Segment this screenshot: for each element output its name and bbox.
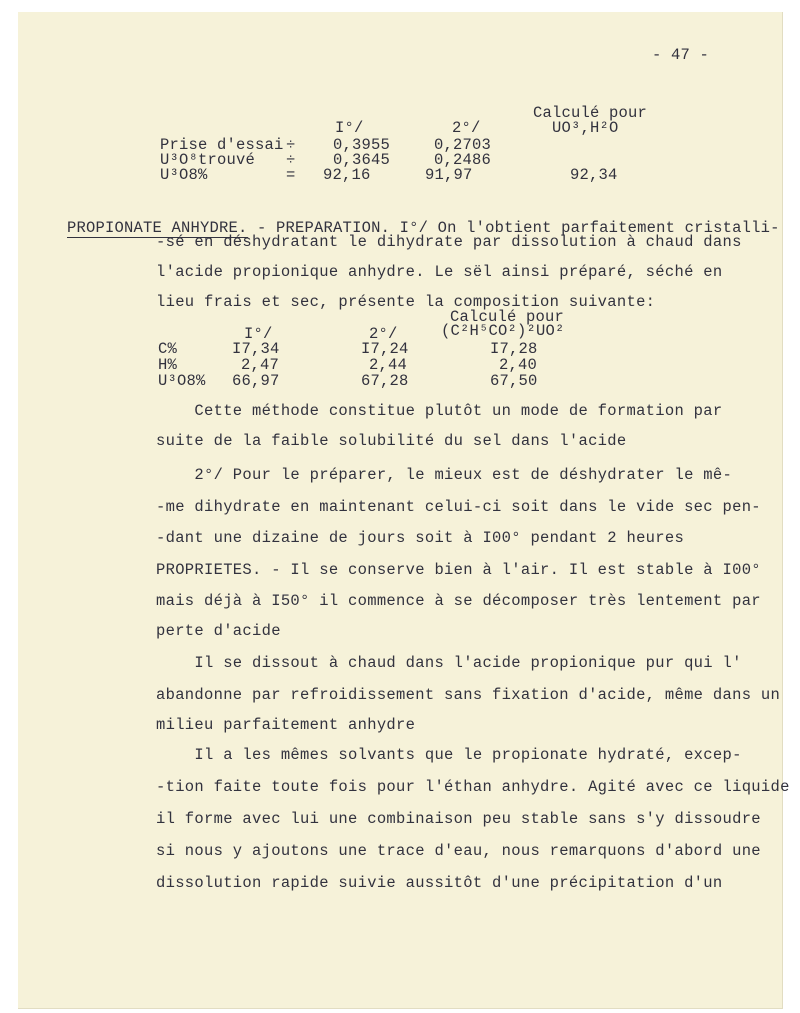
body-line: mais déjà à I50° il commence à se décomposer très lentement par bbox=[156, 592, 761, 610]
table2-calc-header-2: (C²H⁵CO²)²UO² bbox=[441, 322, 565, 340]
table1-row-v2: 0,2486 bbox=[434, 151, 492, 169]
table1-row-label: U³O8% bbox=[160, 166, 208, 184]
table2-col2-header: 2°/ bbox=[369, 325, 398, 343]
table2-row-label: C% bbox=[158, 340, 178, 358]
body-line: suite de la faible solubilité du sel dans l'acide bbox=[156, 432, 627, 450]
table1-row-v2: 0,2703 bbox=[434, 136, 492, 154]
table1-row-label: U³O⁸trouvé bbox=[160, 151, 256, 169]
table1-calc-header-2: UO³,H²O bbox=[552, 119, 619, 137]
body-line: -dant une dizaine de jours soit à I00° pendant 2 heures bbox=[156, 529, 685, 547]
table2-row-v1: 2,47 bbox=[241, 356, 280, 374]
body-line: -me dihydrate en maintenant celui-ci soit dans le vide sec pen- bbox=[156, 498, 761, 516]
body-line: Cette méthode constitue plutôt un mode de formation par bbox=[156, 402, 723, 420]
table2-row-v1: 66,97 bbox=[232, 372, 280, 390]
body-line: -tion faite toute fois pour l'éthan anhydre. Agité avec ce liquide bbox=[156, 778, 790, 796]
body-line: 2°/ Pour le préparer, le mieux est de déshydrater le mê- bbox=[156, 466, 733, 484]
table1-row-op: ÷ bbox=[286, 151, 296, 169]
para1-line: -sé en déshydratant le dihydrate par dissolution à chaud dans bbox=[156, 233, 742, 251]
page-number: - 47 - bbox=[652, 46, 710, 64]
para1-first-line: - PREPARATION. I°/ On l'obtient parfaitement cristalli- bbox=[247, 219, 780, 237]
table2-row-v1: I7,34 bbox=[232, 340, 280, 358]
table2-row-label: H% bbox=[158, 356, 178, 374]
body-line: PROPRIETES. - Il se conserve bien à l'air. Il est stable à I00° bbox=[156, 561, 761, 579]
table1-row-v2: 91,97 bbox=[425, 166, 473, 184]
section-title: PROPIONATE ANHYDRE. bbox=[67, 219, 248, 237]
table2-row-v2: 2,44 bbox=[369, 356, 408, 374]
table1-col1-header: I°/ bbox=[335, 119, 364, 137]
table2-row-label: U³O8% bbox=[158, 372, 206, 390]
body-line: milieu parfaitement anhydre bbox=[156, 716, 416, 734]
table1-calc-header-1: Calculé pour bbox=[533, 104, 648, 122]
table1-row-v1: 0,3645 bbox=[333, 151, 391, 169]
table1-row-v1: 0,3955 bbox=[333, 136, 391, 154]
body-line: perte d'acide bbox=[156, 622, 281, 640]
body-line: dissolution rapide suivie aussitôt d'une précipitation d'un bbox=[156, 874, 723, 892]
body-line: Il se dissout à chaud dans l'acide propionique pur qui l' bbox=[156, 654, 742, 672]
table2-row-v3: 2,40 bbox=[499, 356, 538, 374]
body-line: il forme avec lui une combinaison peu stable sans s'y dissoudre bbox=[156, 810, 761, 828]
body-line: abandonne par refroidissement sans fixation d'acide, même dans un bbox=[156, 686, 781, 704]
table1-row-label: Prise d'essai bbox=[160, 136, 284, 154]
para1-line: lieu frais et sec, présente la composition suivante: bbox=[156, 293, 656, 311]
table1-row-op: = bbox=[286, 166, 296, 184]
table2-row-v3: I7,28 bbox=[490, 340, 538, 358]
table1-col2-header: 2°/ bbox=[452, 119, 481, 137]
table1-row-v1: 92,16 bbox=[323, 166, 371, 184]
table1-row-op: ÷ bbox=[286, 136, 296, 154]
body-line: Il a les mêmes solvants que le propionate hydraté, excep- bbox=[156, 746, 742, 764]
table1-row-v3: 92,34 bbox=[570, 166, 618, 184]
table2-col1-header: I°/ bbox=[244, 325, 273, 343]
table2-calc-header-1: Calculé pour bbox=[450, 308, 565, 326]
table2-row-v3: 67,50 bbox=[490, 372, 538, 390]
para1-line: l'acide propionique anhydre. Le sël ainsi préparé, séché en bbox=[156, 263, 723, 281]
table2-row-v2: I7,24 bbox=[361, 340, 409, 358]
table2-row-v2: 67,28 bbox=[361, 372, 409, 390]
body-line: si nous y ajoutons une trace d'eau, nous remarquons d'abord une bbox=[156, 842, 761, 860]
